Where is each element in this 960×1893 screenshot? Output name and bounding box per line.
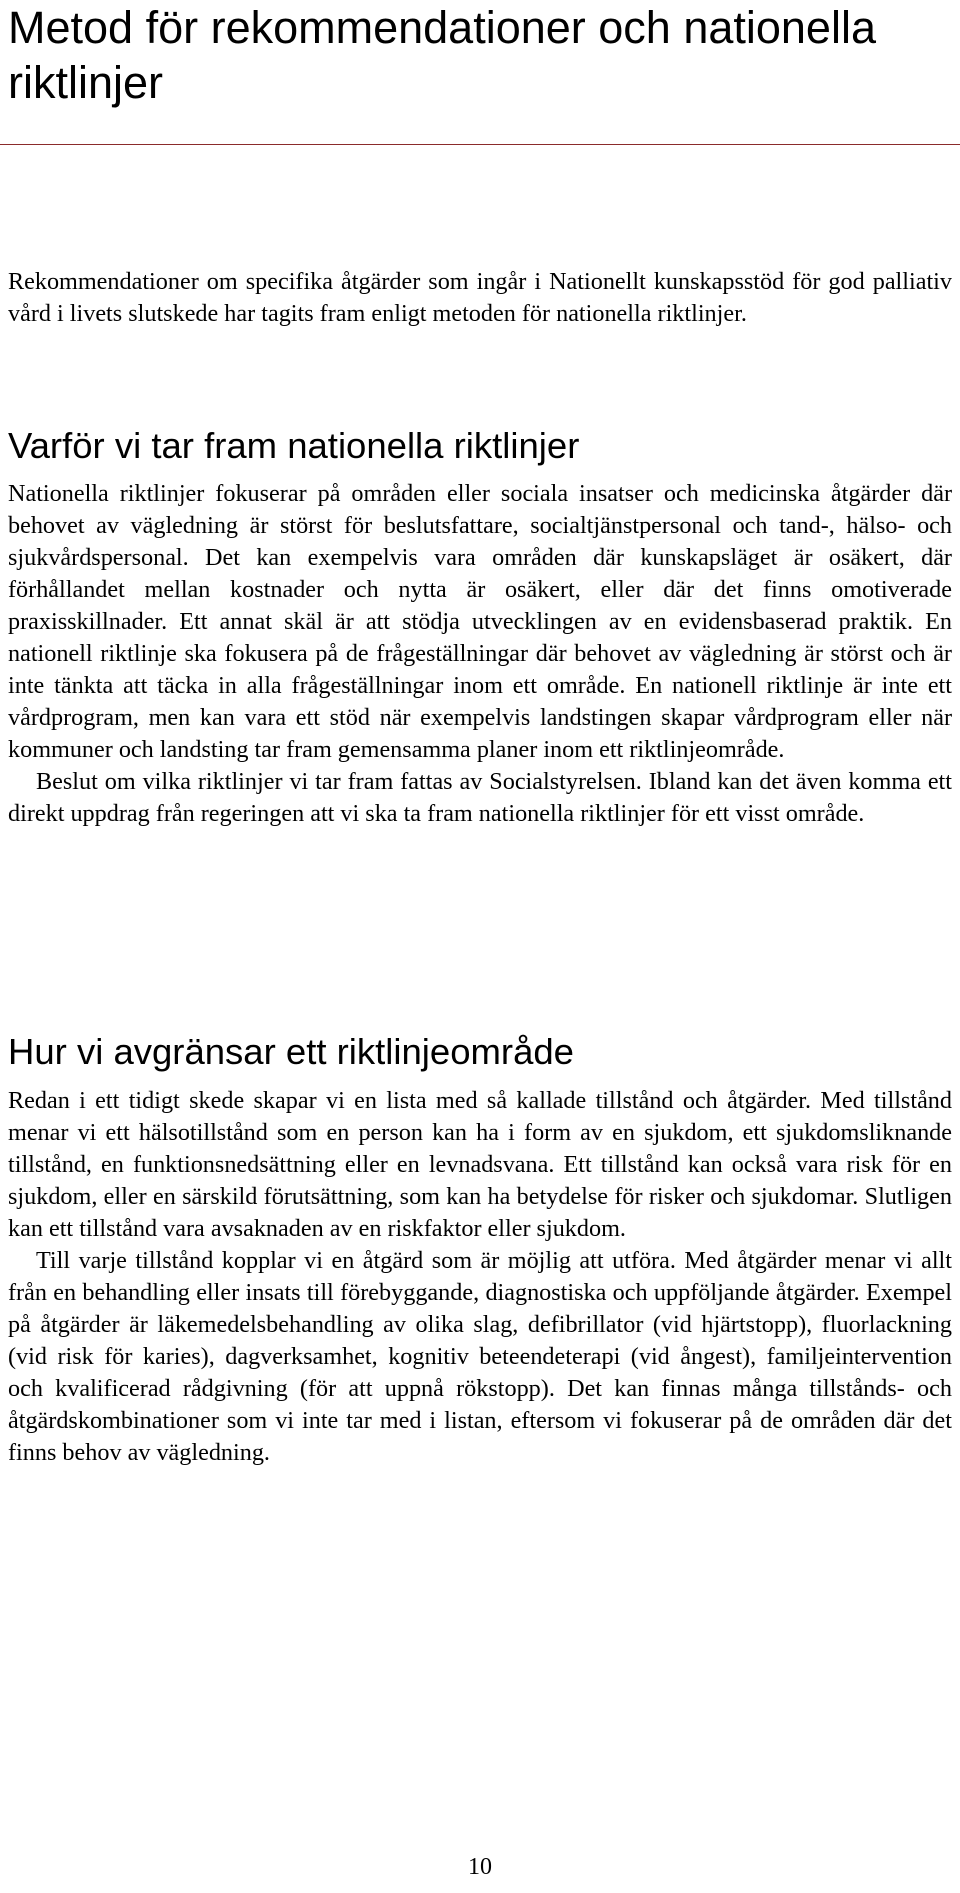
section-heading-why: Varför vi tar fram nationella riktlinjer xyxy=(8,425,580,466)
section-body-how xyxy=(8,1085,952,1469)
page-title: Metod för rekommendationer och nationella riktlinjer xyxy=(8,2,876,108)
body-paragraph: Nationella riktlinjer fokuserar på områden eller sociala insatser och medicinska åtgärder där behovet av vägledning är störst för beslutsfattare, socialtjänstpersonal och tand-, hälso- och sjukvårdspersonal. Det kan exempelvis vara områden där kunskapsläget är osäkert, där förhållandet mellan kostnader och nytta är osäkert, eller där det finns omotiverade praxisskillnader. Ett annat skäl är att stödja utvecklingen av en evidensbaserad praktik. En nationell riktlinje ska fokusera på de frågeställningar där behovet av vägledning är störst och är inte tänkta att täcka in alla frågeställningar inom ett område. En nationell riktlinje är inte ett vårdprogram, men kan vara ett stöd när exempelvis landstingen skapar vårdprogram eller när kommuner och landsting tar fram gemensamma planer inom ett riktlinjeområde. xyxy=(8,480,952,763)
title-divider xyxy=(0,144,960,145)
body-paragraph: Beslut om vilka riktlinjer vi tar fram fattas av Socialstyrelsen. Ibland kan det även komma ett direkt uppdrag från regeringen att vi ska ta fram nationella riktlinjer för ett visst område. xyxy=(8,768,952,827)
intro-paragraph: Rekommendationer om specifika åtgärder som ingår i Nationellt kunskapsstöd för god palliativ vård i livets slutskede har tagits fram enligt metoden för nationella riktlinjer. xyxy=(8,268,952,327)
page-number: 10 xyxy=(468,1854,492,1880)
section-body-why xyxy=(8,478,952,830)
body-paragraph: Till varje tillstånd kopplar vi en åtgärd som är möjlig att utföra. Med åtgärder menar vi allt från en behandling eller insats till förebyggande, diagnostiska och uppföljande åtgärder. Exempel på åtgärder är läkemedelsbehandling av olika slag, defibrillator (vid hjärtstopp), fluorlackning (vid risk för karies), dagverksamhet, kognitiv beteendeterapi (vid ångest), familjeintervention och kvalificerad rådgivning (för att uppnå rökstopp). Det kan finnas många tillstånds- och åtgärdskombinationer som vi inte tar med i listan, eftersom vi fokuserar på de områden där det finns behov av vägledning. xyxy=(8,1247,952,1466)
body-paragraph: Redan i ett tidigt skede skapar vi en lista med så kallade tillstånd och åtgärder. Med tillstånd menar vi ett hälsotillstånd som en person kan ha i form av en sjukdom, ett sjukdomsliknande tillstånd, en funktionsnedsättning eller en levnadsvana. Ett tillstånd kan också vara risk för en sjukdom, eller en särskild förutsättning, som kan ha betydelse för risker och sjukdomar. Slutligen kan ett tillstånd vara avsaknaden av en riskfaktor eller sjukdom. xyxy=(8,1087,952,1242)
section-heading-how: Hur vi avgränsar ett riktlinjeområde xyxy=(8,1031,574,1072)
